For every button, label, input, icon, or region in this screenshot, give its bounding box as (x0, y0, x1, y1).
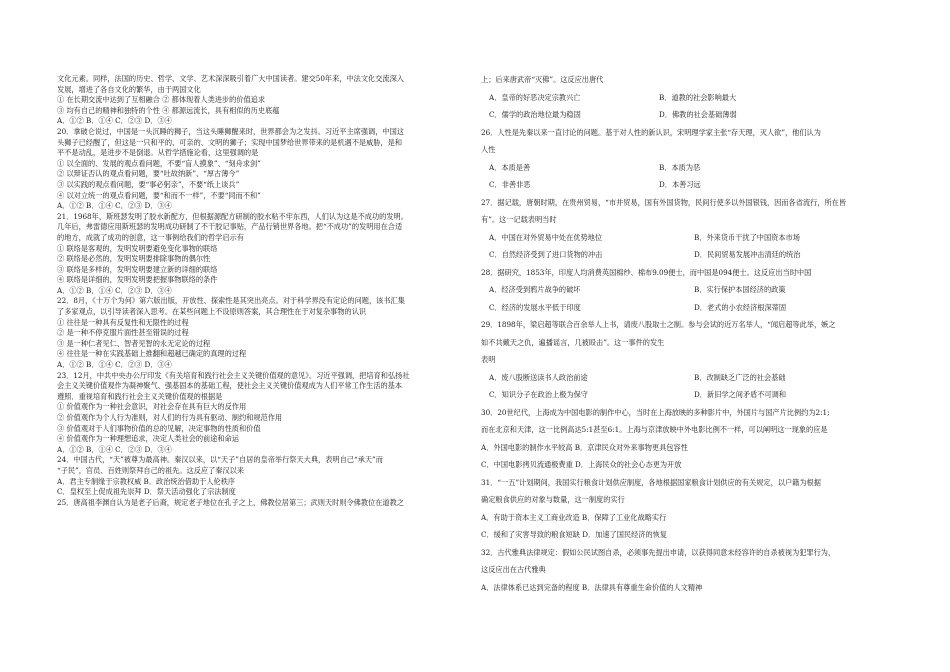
option-text: A．废八股断送读书人政治前途 (489, 372, 588, 382)
option-text: D．老式的小农经济根深蒂固 (694, 302, 787, 312)
text-line: A．君主专制缘于宗教权威 B．政治统治借助于人伦秩序 (57, 476, 236, 486)
text-line: ① 在长期交流中达到了互相融合 ② 都体现着人类进步的价值追求 (57, 95, 266, 105)
option-row (481, 372, 913, 384)
text-line: ① 往往是一种具有反复性和无限性的过程 (57, 317, 189, 327)
option-row (481, 179, 913, 191)
text-line: ① 联络是客观的，发明发明要避免变化事物的联络 (57, 243, 218, 253)
text-line: 30．20世纪代，上海成为中国电影的制作中心，当时在上海放映的多种影片中，外国片与国产片比例约为2:1; (481, 407, 830, 417)
text-line: A．①② B．①④ C．②③ D．③④ (57, 444, 172, 454)
text-line: “子民”，官员、百姓则祭拜自己的祖先。这反应了秦汉以来 (57, 465, 245, 475)
text-line: C．皇权至上促成祖先崇拜 D．祭天活动强化了宗法制度 (57, 487, 236, 497)
text-line: 表明 (481, 355, 496, 364)
text-line: 如不共戴天之仇，遍播谣言，几被殴击”。这一事件的发生 (481, 337, 665, 347)
text-line: 的地方，成就了成功的创意，这一事例给我们的哲学启示有 (57, 232, 244, 242)
option-text: D．佛教的社会基础薄弱 (659, 110, 737, 119)
text-line: A．外国电影的制作水平较高 B．京津民众对外来事物更具包容性 (481, 442, 688, 452)
option-row (481, 249, 913, 261)
text-line: C．中国电影拷贝流通极费重 D．上海民众的社会心态更为开放 (481, 460, 682, 469)
text-line: 27．据记载，唐朝时期，在贵州贸易，“市井贸易，国有外国货物，民间行使多以外国银钱，因而各省流行，所在皆 (481, 197, 847, 207)
option-text: B．道教的社会影响最大 (659, 92, 737, 102)
option-text: C．自然经济受到了进口货物的冲击 (489, 250, 603, 259)
option-text: C．儒学的政治地位最为稳固 (489, 110, 581, 119)
text-line: A．有助于资本主义工商业改造 B．保障了工业化战略实行 (481, 512, 667, 522)
text-line: 几年后，弗雷德应用斯班瑟的发明成功研制了不干胶记事贴，产品行销世界各地。把“不成功”的发明用在合适 (57, 222, 403, 232)
text-line: C．缓和了灾害导致的粮食短缺 D．加速了国民经济的恢复 (481, 530, 668, 539)
option-text: A．皇帝的好恶决定宗教兴亡 (489, 92, 581, 102)
text-line: A．①② B．①④ C．②③ D．③④ (57, 201, 172, 211)
text-line: 29．1898年，梁启超等联合百余举人上书，请废八股取士之制。参与会试的近万名举人，“闻启超等此举，嫉之 (481, 320, 836, 329)
text-line: ② 联络是必然的，发明发明要排除事物的偶尔性 (57, 254, 211, 264)
text-line: 32．古代雅典法律规定：假如公民试图自杀，必须事先提出申请，以获得同意未经容许的自杀被视为犯罪行为， (481, 547, 836, 557)
option-text: D．本善习远 (659, 180, 701, 189)
text-line: 文化元素。同样，法国的历史、哲学、文学、艺术深深吸引着广大中国读者。建交50年来，中法文化交流深入 (57, 74, 404, 83)
text-line: 了多家观点，以引导读者深入思考。在某些问题上不设原则答案，其合理性在于对复杂事物的认识 (57, 307, 367, 317)
text-line: 31．“一五”计划期间，我国实行粮食计划供应制度，各地根据国家粮食计划供应的有关规定，以户籍为根据 (481, 477, 821, 487)
option-row (481, 302, 913, 314)
option-text: B．外来货币干扰了中国资本市场 (694, 232, 800, 242)
text-line: ① 以全面的、发展的观点看问题，不要“盲人摸象”、“刻舟求剑” (57, 158, 261, 168)
text-line: A．①② B．①④ C．②③ D．③④ (57, 116, 172, 126)
text-line: 26．人性是先秦以来一直讨论的问题。基于对人性的新认识，宋明理学家主张“存天理，灭人欲”，他们认为 (481, 127, 821, 137)
option-row (481, 109, 913, 121)
option-text: A．经济受到鸦片战争的破坏 (489, 285, 581, 294)
text-line: 22．8月，《十万个为何》第六版出版，开放性、探索性是其突出亮点。对于科学界没有定论的问题，该书汇集 (57, 296, 405, 306)
left-column (57, 74, 469, 508)
text-line: 上；后来唐武帝“灭佛”。这反应出唐代 (481, 75, 604, 84)
option-text: C．经济的发展水平低于印度 (489, 302, 581, 312)
option-row (481, 232, 913, 244)
text-line: ④ 价值观作为一种理想追求，决定人类社会的前途和命运 (57, 434, 239, 444)
text-line: ② 价值观作为个人行为准则，对人们的行为具有驱动、制约和规范作用 (57, 413, 283, 422)
text-line: ④ 往往是一种在实践基础上推翻和超越已确定的真理的过程 (57, 349, 247, 359)
option-text: D．民间贸易发展冲击清廷的统治 (694, 250, 801, 259)
text-line: ② 以辩证否认的观点看问题，要“吐故纳新”、“厚古薄今” (57, 169, 240, 179)
text-line: 会主义关键价值观作为凝神聚气、强基固本的基础工程，使社会主义关键价值观成为人们平常工作生活的基本 (57, 381, 403, 391)
text-line: 头狮子已经醒了，但这是一只和平的、可亲的、文明的狮子；实现中国梦给世界带来的是机遇不是威胁，是和 (57, 137, 403, 147)
option-text: D．新旧学之间矛盾不可调和 (694, 390, 787, 399)
option-row (481, 162, 913, 174)
text-line: ④ 联络是详细的，发明发明要把握事物联络的条件 (57, 275, 218, 285)
right-column (481, 74, 913, 594)
text-line: A．①② B．①④ C．②③ D．③④ (57, 285, 172, 295)
text-line: 发展，增进了各自文化的繁华，由于两国文化 (57, 84, 201, 94)
text-line: ③ 以实践的观点看问题，要“事必躬亲”，不要“纸上谈兵” (57, 179, 240, 189)
text-line: 21．1968年，斯班瑟发明了胶水新配方，但根据源配方研制的胶水粘不牢东西，人们认为这是不成功的发明。 (57, 211, 408, 221)
text-line: ③ 均有自己的精神和独特的个性 ④ 都源远流长，具有相似的历史底蕴 (57, 105, 280, 115)
text-line: 确定粮食供应的对象与数量，这一制度的实行 (481, 495, 625, 504)
option-text: B．实行保护本国经济的政策 (694, 285, 786, 294)
text-line: 25．唐高祖李渊自认为是老子后裔，规定老子地位在孔子之上，佛教位居第三；武则天时则令佛教位在道教之 (57, 497, 404, 507)
option-text: A．中国在对外贸易中处在优势地位 (489, 232, 603, 242)
text-line: 这反应出在古代雅典 (481, 565, 546, 574)
text-line: ④ 以对立统一的观点看问题，要“和而不一样”，不要“同而不和” (57, 190, 261, 200)
text-line: 28．据研究，1853年，印度人均消费英国棉纱、棉布9.09便士，而中国是094便士。这反应出当时中国 (481, 267, 812, 277)
option-text: A．本质是善 (489, 162, 531, 172)
text-line: 而在北京和天津，这一比例高达5:1甚至6:1。上海与京津放映中外电影比例不一样，可以阐明这一现象的应是 (481, 425, 828, 434)
option-row (481, 92, 913, 104)
text-line: 24．中国古代，“天”被尊为最高神。秦汉以来，以“天子”自居的皇帝举行祭天大典，表明自己“承天”而 (57, 455, 383, 465)
text-line: 平不是动乱，是进步不是倒退。从哲学措施论看，这里强调的是 (57, 148, 259, 158)
option-row (481, 389, 913, 401)
text-line: ③ 是一种仁者见仁、智者见智的永无定论的过程 (57, 338, 211, 348)
text-line: 遵照．重视培育和践行社会主义关键价值观的根据是 (57, 391, 223, 401)
option-text: B．本质为恶 (659, 162, 701, 172)
text-line: ③ 联络是多样的，发明发明要建立新的详细的联络 (57, 264, 218, 274)
text-line: 人性 (481, 145, 496, 154)
text-line: ③ 价值观对于人们事物价值的总的见解，决定事物的性质和价值 (57, 423, 261, 433)
text-line: ① 价值观作为一种社会意识，对社会存在具有巨大的反作用 (57, 402, 247, 412)
text-line: A．①② B．①④ C．②③ D．③④ (57, 360, 172, 370)
text-line: 23．12月，中共中央办公厅印发《有关培育和践行社会主义关键价值观的意见》。习近平强调，把培育和弘扬社 (57, 370, 410, 380)
text-line: A．法律体系已达到完备的程度 B．法律具有尊重生命价值的人文精神 (481, 582, 703, 592)
text-line: 有”。这一记载表明当时 (481, 215, 557, 224)
option-text: C．知识分子在政治上极为保守 (489, 390, 588, 399)
option-text: C．非善非恶 (489, 180, 531, 189)
option-row (481, 284, 913, 296)
option-text: B．改制缺乏广泛的社会基础 (694, 372, 786, 382)
text-line: 20．拿破仑说过，中国是一头沉睡的狮子，当这头睡狮醒来时，世界都会为之发抖。习近平主席强调，中国这 (57, 126, 404, 136)
text-line: ② 是一种不停克服片面性甚至错误的过程 (57, 328, 189, 338)
